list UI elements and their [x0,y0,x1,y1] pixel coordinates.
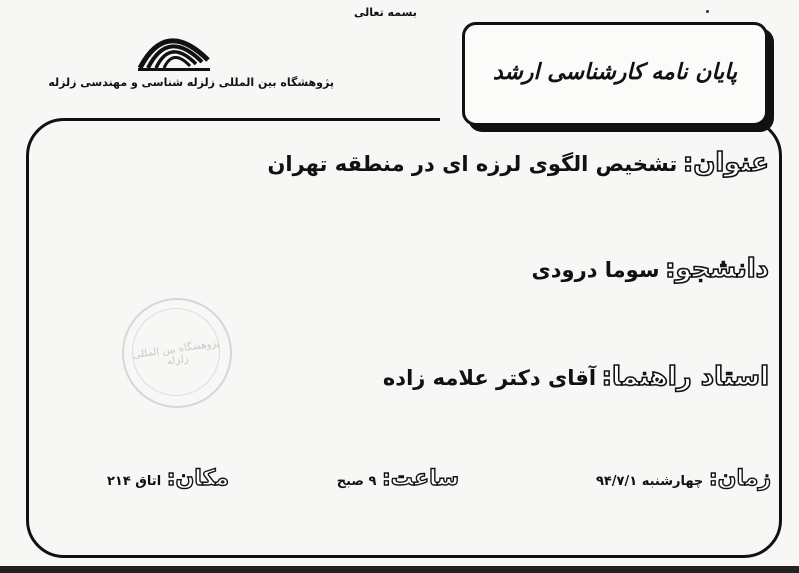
speck-dot [706,10,709,13]
title-value: تشخیص الگوی لرزه ای در منطقه تهران [267,152,678,176]
thesis-title: پایان نامه کارشناسی ارشد [492,59,738,85]
institute-stamp [122,298,232,408]
time-label: زمان: [708,466,771,491]
institute-name: پژوهشگاه بین المللی زلزله شناسی و مهندسی زلزله [48,76,334,89]
hour-label: ساعت: [381,466,459,491]
hour-row [337,466,459,491]
hour-value: ۹ صبح [336,474,377,489]
institute-logo [136,16,212,76]
student-label: دانشجو: [665,254,769,284]
place-row [107,466,229,491]
time-value: چهارشنبه ۹۴/۷/۱ [595,474,704,489]
place-label: مکان: [166,466,229,491]
stamp-text: پژوهشگاه بین المللی زلزله [132,338,221,368]
thesis-title-box [462,22,768,126]
scan-bottom-edge [0,566,799,573]
supervisor-value: آقای دکتر علامه زاده [382,366,597,390]
time-row [596,466,771,491]
place-value: اتاق ۲۱۴ [106,474,162,489]
student-value: سوما درودی [531,258,660,282]
title-label: عنوان: [682,148,769,178]
supervisor-row [383,362,769,392]
title-row [267,148,769,178]
supervisor-label: استاد راهنما: [601,362,769,392]
bismillah-heading: بسمه تعالی [354,6,417,19]
student-row [532,254,769,284]
